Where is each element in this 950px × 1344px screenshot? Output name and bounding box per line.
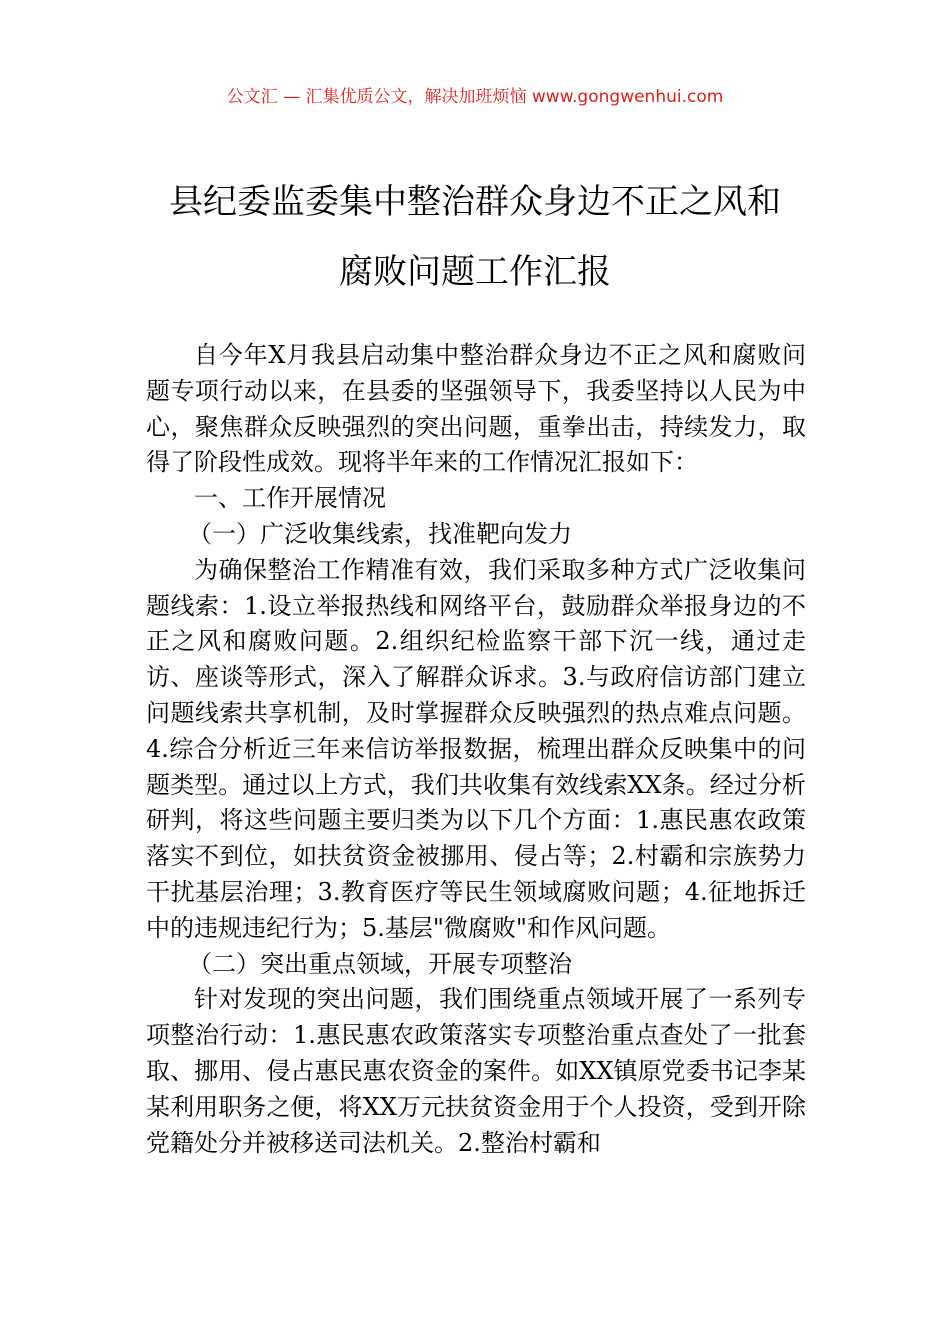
document-title-line-2: 腐败问题工作汇报 bbox=[339, 252, 611, 292]
document-body bbox=[146, 338, 806, 1161]
subsection-heading-2: （二）突出重点领域，开展专项整治 bbox=[188, 949, 572, 978]
body-paragraph: 为确保整治工作精准有效，我们采取多种方式广泛收集问题线索：1.设立举报热线和网络平台，鼓励群众举报身边的不正之风和腐败问题。2.组织纪检监察干部下沉一线，通过走访、座谈等形式，深入了解群众诉求。3.与政府信访部门建立问题线索共享机制，及时掌握群众反映强烈的热点难点问题。4.综合分析近三年来信访举报数据，梳理出群众反映集中的问题类型。通过以上方式，我们共收集有效线索XX条。经过分析研判，将这些问题主要归类为以下几个方面：1.惠民惠农政策落实不到位，如扶贫资金被挪用、侵占等；2.村霸和宗族势力干扰基层治理；3.教育医疗等民生领域腐败问题；4.征地拆迁中的违规违纪行为；5.基层"微腐败"和作风问题。 bbox=[146, 555, 806, 942]
section-heading-1: 一、工作开展情况 bbox=[194, 484, 386, 513]
website-banner[interactable]: 公文汇 — 汇集优质公文，解决加班烦恼 www.gongwenhui.com bbox=[226, 87, 724, 107]
body-paragraph: 针对发现的突出问题，我们围绕重点领域开展了一系列专项整治行动：1.惠民惠农政策落实专项整治重点查处了一批套取、挪用、侵占惠民惠农资金的案件。如XX镇原党委书记李某某利用职务之便，将XX万元扶贫资金用于个人投资，受到开除党籍处分并被移送司法机关。2.整治村霸和 bbox=[146, 985, 806, 1157]
intro-paragraph: 自今年X月我县启动集中整治群众身边不正之风和腐败问题专项行动以来，在县委的坚强领导下，我委坚持以人民为中心，聚焦群众反映强烈的突出问题，重拳出击，持续发力，取得了阶段性成效。现将半年来的工作情况汇报如下： bbox=[146, 341, 806, 477]
subsection-heading-1: （一）广泛收集线索，找准靶向发力 bbox=[188, 519, 572, 548]
document-title-line-1: 县纪委监委集中整治群众身边不正之风和 bbox=[169, 182, 781, 222]
